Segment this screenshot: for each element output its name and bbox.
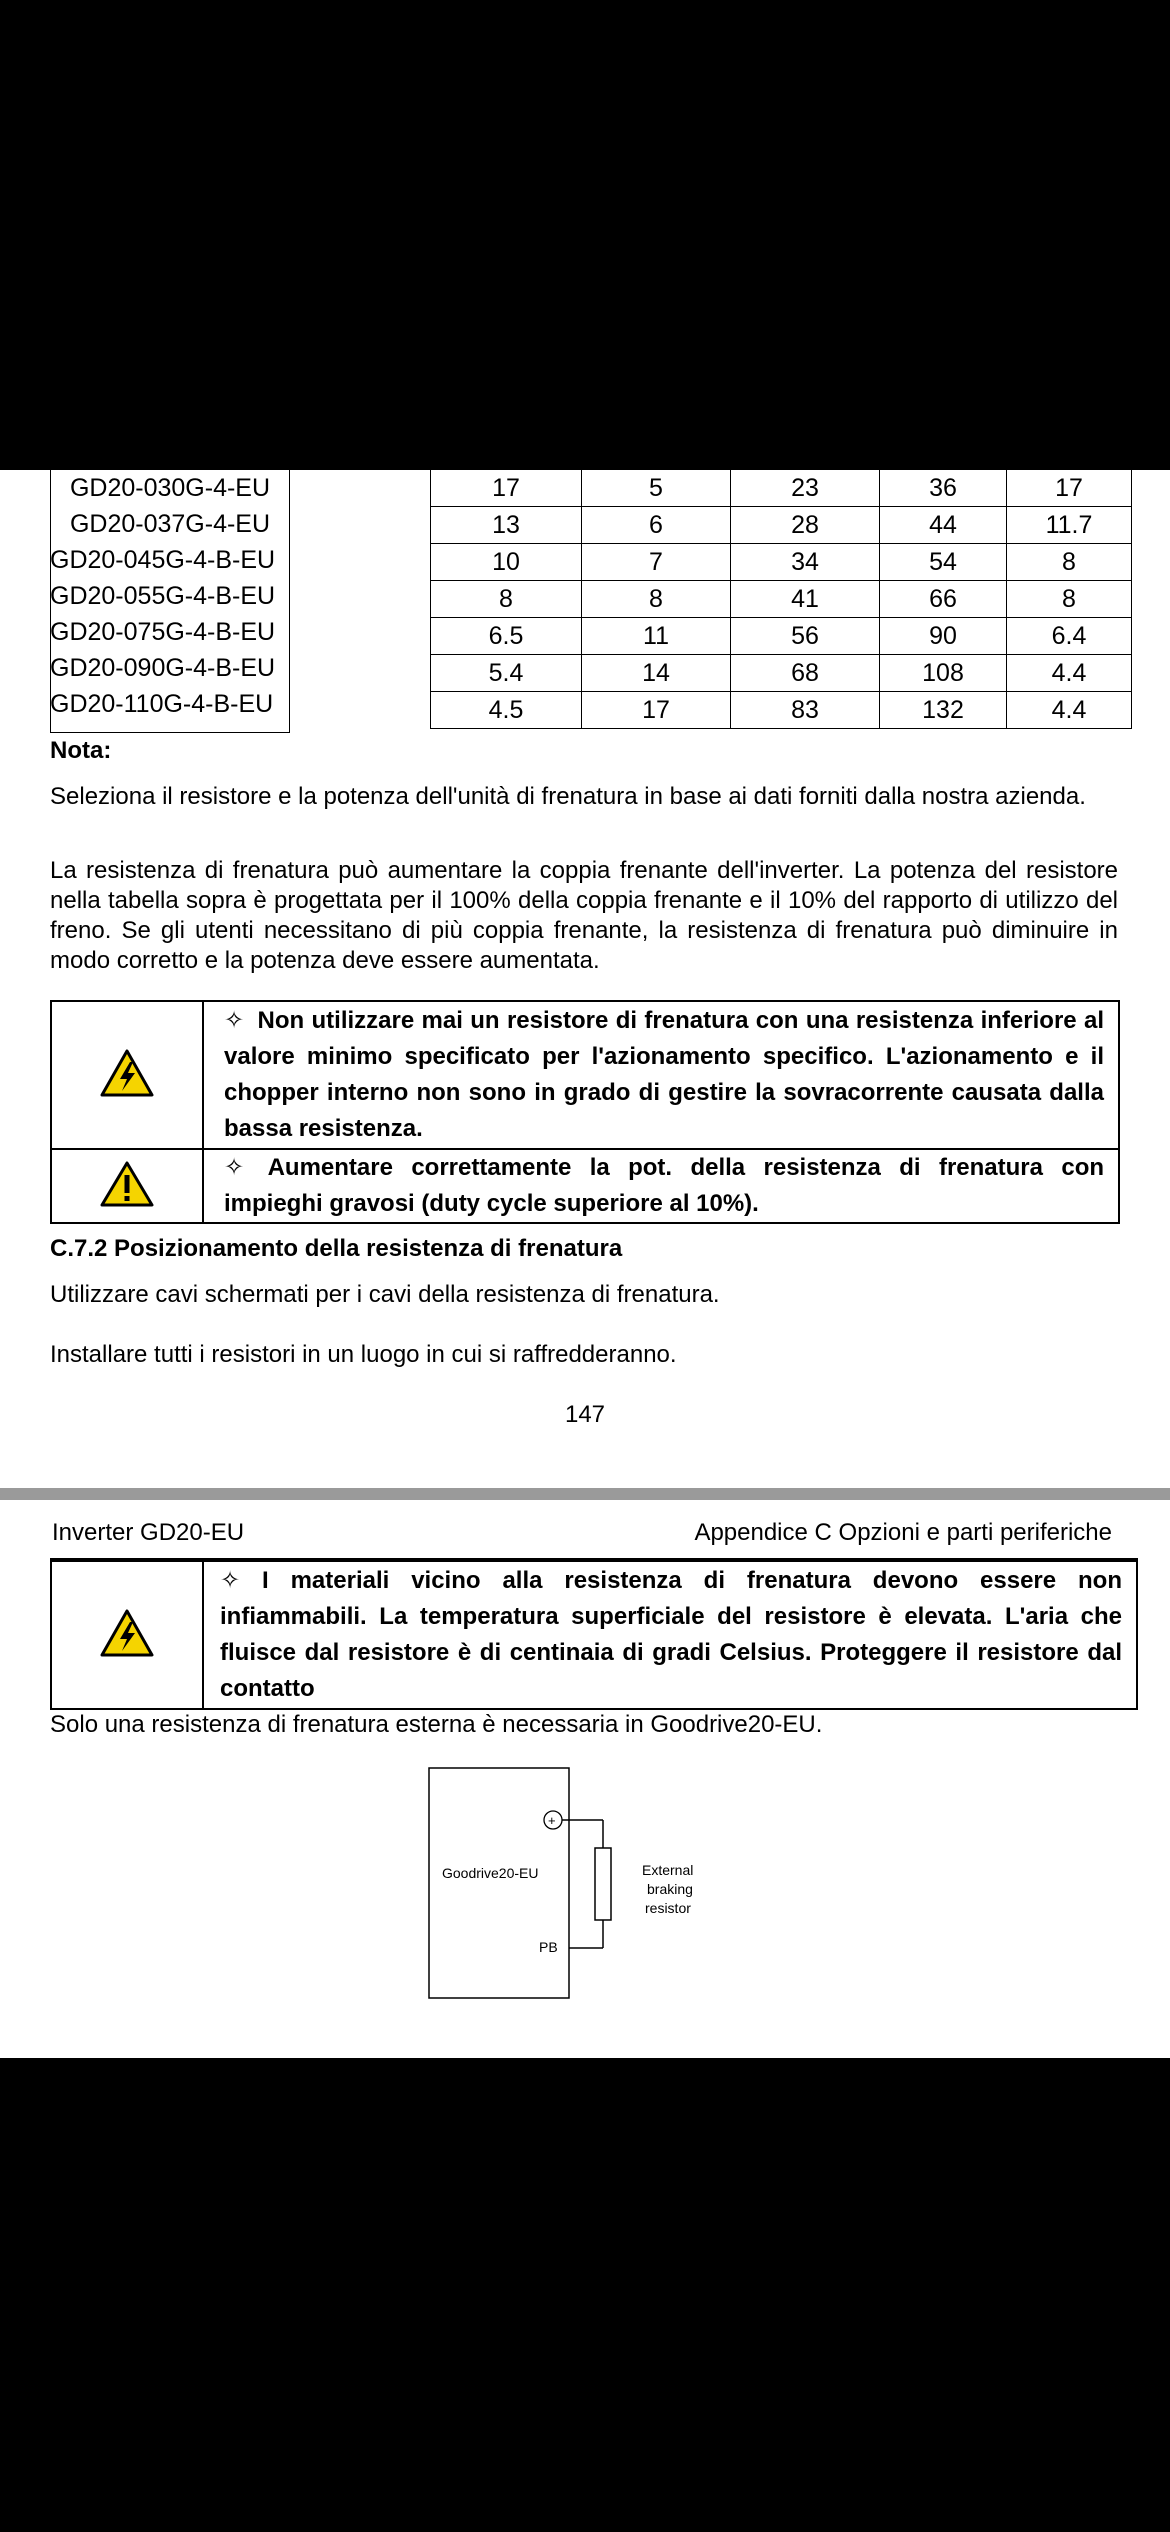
model-cell: GD20-055G-4-B-EU	[50, 582, 276, 610]
resistor-label-line-2: braking	[647, 1881, 693, 1897]
table-row	[50, 542, 290, 578]
value-cell: 17	[1007, 470, 1132, 507]
value-cell: 8	[582, 581, 731, 618]
table-row	[50, 506, 290, 542]
pb-terminal-label: PB	[539, 1939, 558, 1955]
resistor-symbol	[595, 1848, 611, 1920]
value-cell: 36	[880, 470, 1007, 507]
value-cell: 7	[582, 544, 731, 581]
value-cell: 6.5	[431, 618, 582, 655]
value-cell: 4.5	[431, 692, 582, 729]
section-heading: C.7.2 Posizionamento della resistenza di frenatura	[50, 1235, 623, 1262]
value-cell: 108	[880, 655, 1007, 692]
model-cell: GD20-045G-4-B-EU	[50, 546, 276, 574]
value-cell: 54	[880, 544, 1007, 581]
model-cell: GD20-030G-4-EU	[69, 474, 271, 502]
value-cell: 13	[431, 507, 582, 544]
value-cell: 6	[582, 507, 731, 544]
device-label: Goodrive20-EU	[442, 1865, 539, 1881]
value-cell: 56	[731, 618, 880, 655]
value-cell: 23	[731, 470, 880, 507]
page-separator	[0, 1488, 1170, 1500]
nota-paragraph-2: La resistenza di frenatura può aumentare la coppia frenante dell'inverter. La potenza del resistore nella tabella sopra è progettata per il 100% della coppia frenante e il 10% del rapporto di utilizzo del freno. Se gli utenti necessitano di più coppia frenante, la resistenza di frenatura può diminuire in modo corretto e la potenza deve essere aumentata.	[50, 857, 1118, 974]
value-cell: 10	[431, 544, 582, 581]
resistor-data-table	[430, 470, 1132, 729]
general-warning-icon	[100, 1160, 154, 1208]
warning-icon-cell	[51, 1561, 203, 1709]
table-row	[431, 692, 1132, 729]
document-page-147	[0, 470, 1170, 1488]
warning-message-2: Aumentare correttamente la pot. della resistenza di frenatura con impieghi gravosi (duty cycle superiore al 10%).	[224, 1154, 1105, 1217]
model-cell: GD20-110G-4-B-EU	[50, 690, 274, 718]
warning-text-2	[203, 1149, 1119, 1223]
nota-label: Nota:	[50, 737, 112, 764]
warning-box-2	[50, 1560, 1138, 1710]
table-row	[431, 581, 1132, 618]
table-row	[431, 544, 1132, 581]
table-row	[50, 470, 290, 506]
value-cell: 14	[582, 655, 731, 692]
table-row	[431, 507, 1132, 544]
value-cell: 11.7	[1007, 507, 1132, 544]
diamond-bullet-icon: ✧	[224, 1007, 245, 1034]
resistor-label-line-3: resistor	[645, 1900, 691, 1916]
warning-icon-cell	[51, 1001, 203, 1149]
table-row	[431, 470, 1132, 507]
resistor-label-line-1: External	[642, 1862, 694, 1878]
header-left: Inverter GD20-EU	[52, 1519, 245, 1546]
model-cell: GD20-075G-4-B-EU	[50, 618, 276, 646]
table-row	[50, 578, 290, 614]
warning-icon-cell	[51, 1149, 203, 1223]
value-cell: 83	[731, 692, 880, 729]
value-cell: 5	[582, 470, 731, 507]
diamond-bullet-icon: ✧	[224, 1154, 245, 1181]
warning-row	[51, 1149, 1119, 1223]
value-cell: 6.4	[1007, 618, 1132, 655]
value-cell: 11	[582, 618, 731, 655]
model-column	[50, 470, 290, 722]
diamond-bullet-icon: ✧	[220, 1567, 241, 1594]
model-cell: GD20-037G-4-EU	[69, 510, 271, 538]
table-row	[50, 686, 290, 722]
warning-text-3	[203, 1561, 1137, 1709]
section-paragraph-2: Installare tutti i resistori in un luogo in cui si raffredderanno.	[50, 1341, 677, 1368]
value-cell: 8	[1007, 581, 1132, 618]
warning-message-3: I materiali vicino alla resistenza di frenatura devono essere non infiammabili. La temperatura superficiale del resistore è elevata. L'aria che fluisce dal resistore è di centinaia di gradi Celsius. Proteggere il resistore dal contatto	[220, 1567, 1122, 1702]
value-cell: 34	[731, 544, 880, 581]
high-voltage-warning-icon	[100, 1048, 154, 1098]
table-row	[431, 618, 1132, 655]
warning-text-1	[203, 1001, 1119, 1149]
value-cell: 8	[431, 581, 582, 618]
table-row	[50, 614, 290, 650]
value-cell: 8	[1007, 544, 1132, 581]
value-cell: 132	[880, 692, 1007, 729]
value-cell: 90	[880, 618, 1007, 655]
warning-box-1	[50, 1000, 1120, 1224]
warning-message-1: Non utilizzare mai un resistore di frenatura con una resistenza inferiore al valore minimo specificato per l'azionamento specifico. L'azionamento e il chopper interno non sono in grado di gestire la sovracorrente causata dalla bassa resistenza.	[224, 1007, 1105, 1142]
inverter-box	[429, 1768, 569, 1998]
warning-row	[51, 1561, 1137, 1709]
value-cell: 68	[731, 655, 880, 692]
table-row	[431, 655, 1132, 692]
value-cell: 5.4	[431, 655, 582, 692]
value-cell: 41	[731, 581, 880, 618]
plus-terminal-label: +	[548, 1813, 556, 1828]
warning-row	[51, 1001, 1119, 1149]
value-cell: 44	[880, 507, 1007, 544]
value-cell: 17	[582, 692, 731, 729]
section-paragraph-1: Utilizzare cavi schermati per i cavi della resistenza di frenatura.	[50, 1281, 720, 1308]
braking-resistor-wiring-diagram	[420, 1762, 740, 2002]
model-cell: GD20-090G-4-B-EU	[50, 654, 276, 682]
value-cell: 4.4	[1007, 692, 1132, 729]
value-cell: 28	[731, 507, 880, 544]
header-right: Appendice C Opzioni e parti periferiche	[694, 1519, 1112, 1546]
value-cell: 4.4	[1007, 655, 1132, 692]
document-page-148	[0, 1500, 1170, 2058]
table-row	[50, 650, 290, 686]
high-voltage-warning-icon	[100, 1608, 154, 1658]
value-cell: 66	[880, 581, 1007, 618]
value-cell: 17	[431, 470, 582, 507]
external-resistor-note: Solo una resistenza di frenatura esterna è necessaria in Goodrive20-EU.	[50, 1711, 823, 1738]
page-number: 147	[564, 1401, 606, 1428]
nota-paragraph-1: Seleziona il resistore e la potenza dell'unità di frenatura in base ai dati forniti dalla nostra azienda.	[50, 783, 1086, 810]
